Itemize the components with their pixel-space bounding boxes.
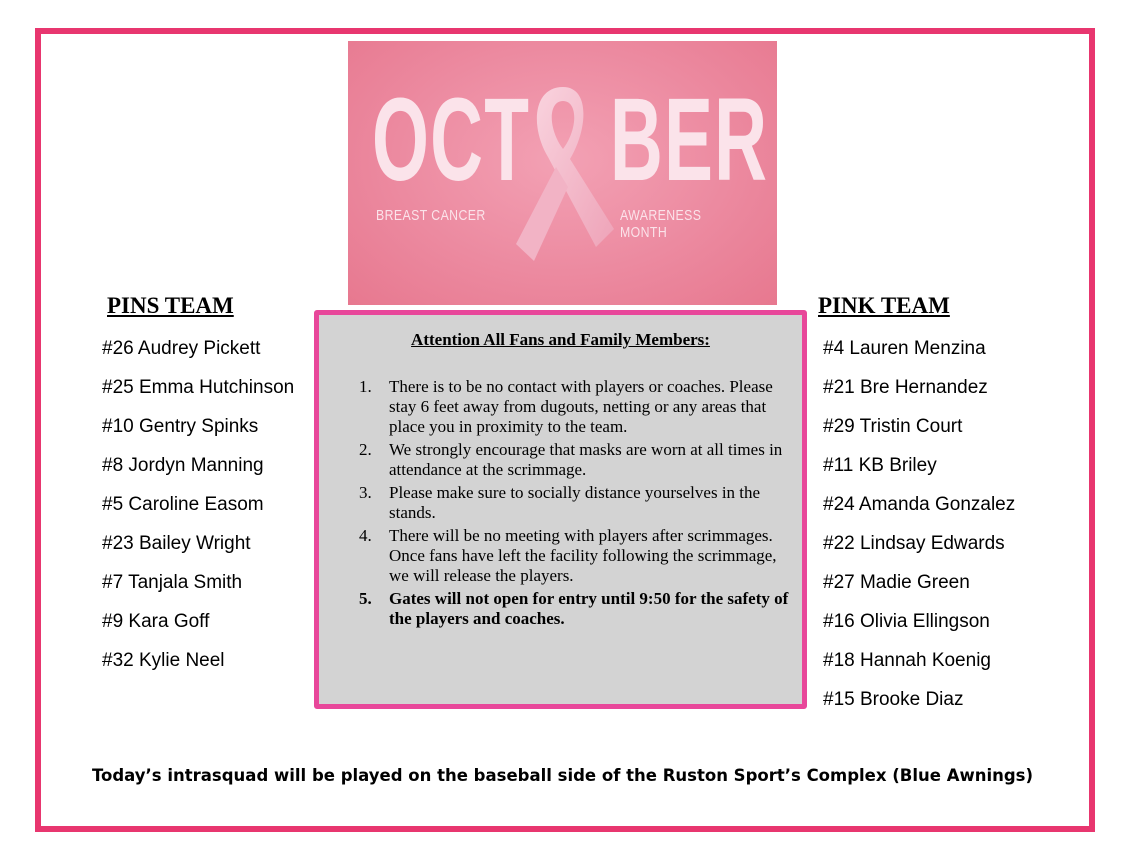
player-item: #27 Madie Green (823, 572, 970, 593)
player-item: #4 Lauren Menzina (823, 338, 986, 359)
pink-ribbon-icon (508, 79, 618, 279)
player-item: #16 Olivia Ellingson (823, 611, 990, 632)
banner-caption-left: BREAST CANCER (376, 207, 486, 224)
player-item: #22 Lindsay Edwards (823, 533, 1005, 554)
rule-number: 5. (359, 589, 372, 608)
rule-number: 1. (359, 377, 372, 396)
notice-title: Attention All Fans and Family Members: (411, 330, 710, 349)
notice-rule (359, 440, 799, 480)
banner-word-left: OCT (372, 74, 531, 206)
player-item: #8 Jordyn Manning (102, 455, 264, 476)
player-item: #26 Audrey Pickett (102, 338, 261, 359)
player-item: #7 Tanjala Smith (102, 572, 243, 593)
banner-caption-right: AWARENESS MONTH (620, 207, 702, 241)
player-item: #24 Amanda Gonzalez (823, 494, 1016, 515)
banner-word-right: BER (610, 74, 769, 206)
october-banner (348, 41, 777, 305)
player-item: #18 Hannah Koenig (823, 650, 991, 671)
notice-rules-list (359, 377, 799, 632)
rule-number: 2. (359, 440, 372, 459)
player-item: #9 Kara Goff (102, 611, 210, 632)
rule-text: There is to be no contact with players or coaches. Please stay 6 feet away from dugouts, netting or any areas that place you in proximity to the team. (389, 377, 773, 436)
notice-rule (359, 483, 799, 523)
pink-team-roster (823, 337, 1015, 727)
rule-number: 3. (359, 483, 372, 502)
pins-team-title: PINS TEAM (107, 293, 234, 318)
pins-team-roster (102, 337, 294, 688)
pink-team-title: PINK TEAM (818, 293, 950, 318)
player-item: #15 Brooke Diaz (823, 689, 964, 710)
player-item: #32 Kylie Neel (102, 650, 225, 671)
player-item: #25 Emma Hutchinson (102, 377, 295, 398)
rule-text: Gates will not open for entry until 9:50 for the safety of the players and coaches. (389, 589, 789, 628)
notice-rule (359, 526, 799, 586)
player-item: #29 Tristin Court (823, 416, 963, 437)
rule-text: We strongly encourage that masks are worn at all times in attendance at the scrimmage. (389, 440, 783, 479)
player-item: #23 Bailey Wright (102, 533, 251, 554)
rule-text: There will be no meeting with players after scrimmages. Once fans have left the facility following the scrimmage, we will release the players. (389, 526, 777, 585)
player-item: #11 KB Briley (823, 455, 937, 476)
venue-footer: Today’s intrasquad will be played on the baseball side of the Ruston Sport’s Complex (Blue Awnings) (91, 766, 1034, 785)
notice-rule (359, 589, 799, 629)
player-item: #5 Caroline Easom (102, 494, 264, 515)
player-item: #21 Bre Hernandez (823, 377, 988, 398)
player-item: #10 Gentry Spinks (102, 416, 259, 437)
fan-notice-box (314, 310, 807, 709)
notice-rule (359, 377, 799, 437)
rule-number: 4. (359, 526, 372, 545)
rule-text: Please make sure to socially distance yourselves in the stands. (389, 483, 761, 522)
